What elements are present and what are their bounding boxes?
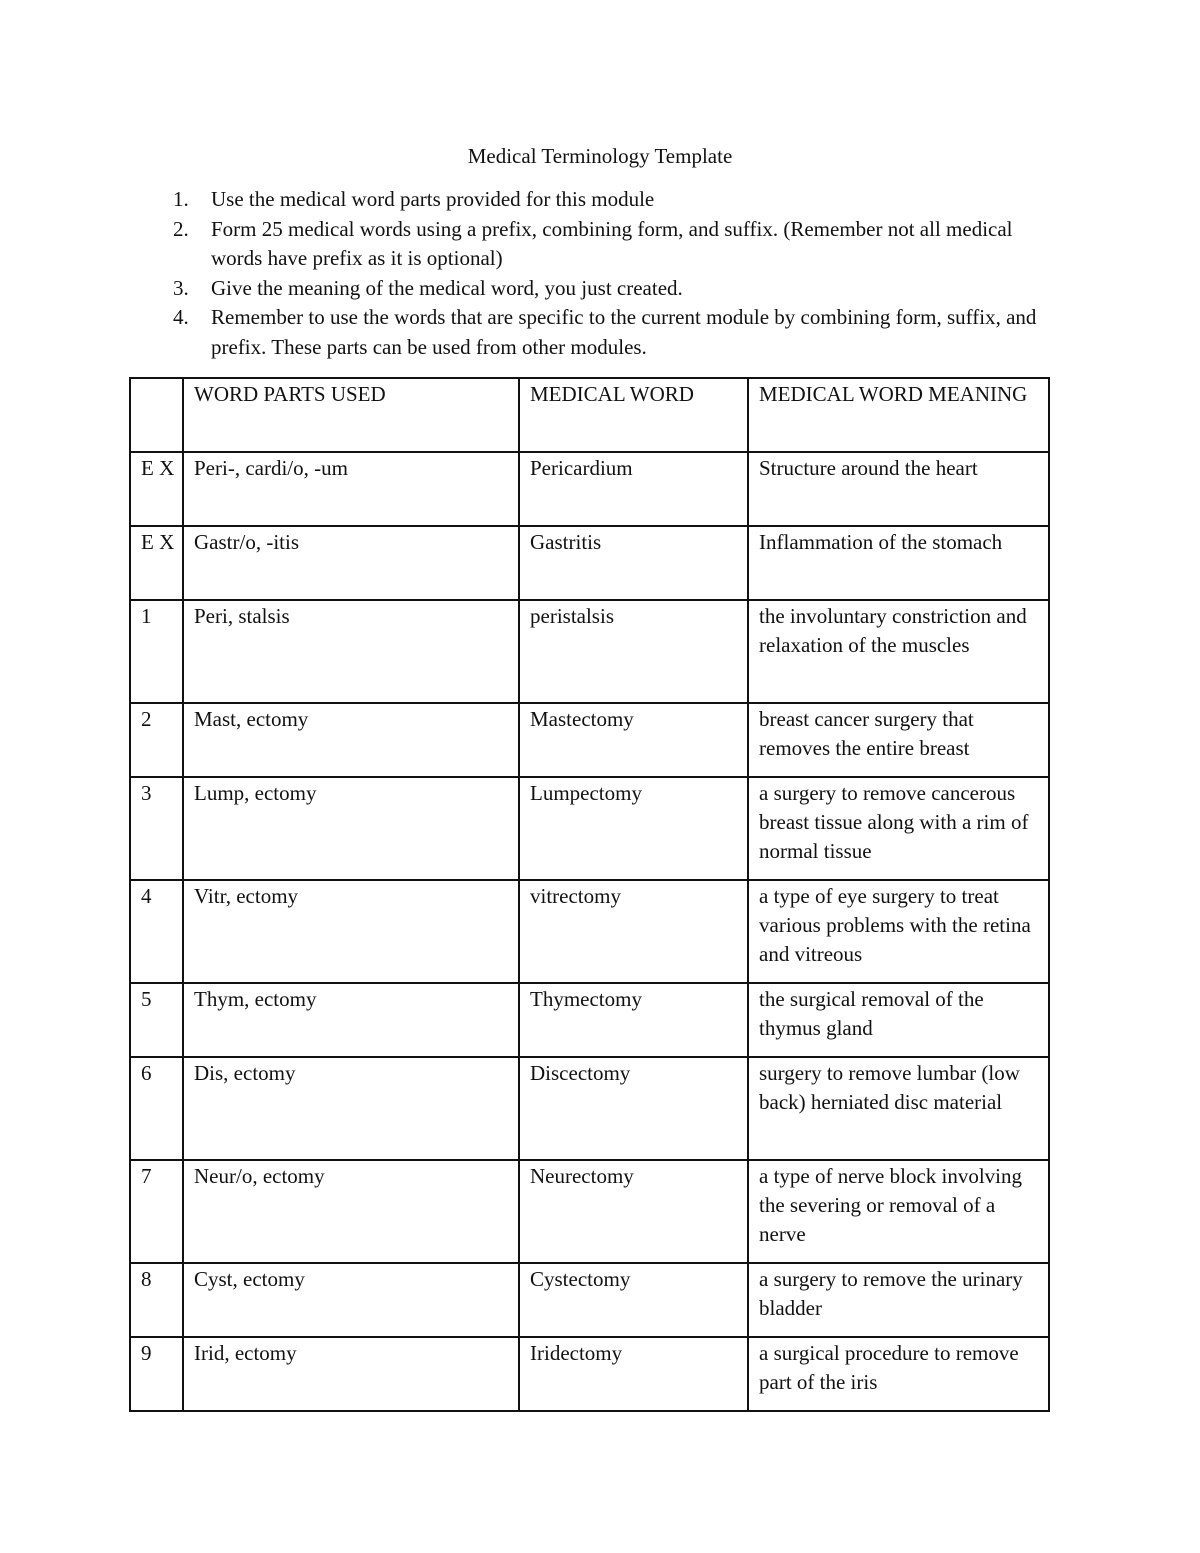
instruction-text: Give the meaning of the medical word, you just created. bbox=[211, 275, 683, 300]
word-parts-cell: Lump, ectomy bbox=[183, 777, 519, 880]
row-index-cell: 6 bbox=[130, 1057, 183, 1160]
row-index-cell: 5 bbox=[130, 983, 183, 1057]
table-row bbox=[130, 526, 1049, 600]
word-parts-cell: Cyst, ectomy bbox=[183, 1263, 519, 1337]
word-parts-cell: Neur/o, ectomy bbox=[183, 1160, 519, 1263]
row-index-cell: 9 bbox=[130, 1337, 183, 1411]
instruction-item bbox=[168, 185, 1048, 215]
word-parts-cell: Irid, ectomy bbox=[183, 1337, 519, 1411]
table-row bbox=[130, 600, 1049, 703]
medical-word-cell: Gastritis bbox=[519, 526, 748, 600]
meaning-cell: the involuntary constriction and relaxation of the muscles bbox=[748, 600, 1049, 703]
instruction-text: Remember to use the words that are specific to the current module by combining form, suffix, and prefix. These parts can be used from other modules. bbox=[211, 305, 1037, 359]
table-row bbox=[130, 1057, 1049, 1160]
medical-word-cell: Lumpectomy bbox=[519, 777, 748, 880]
medical-word-cell: Thymectomy bbox=[519, 983, 748, 1057]
word-parts-cell: Peri, stalsis bbox=[183, 600, 519, 703]
table-header-row bbox=[130, 378, 1049, 452]
word-parts-cell: Mast, ectomy bbox=[183, 703, 519, 777]
instruction-number: 4. bbox=[173, 305, 189, 329]
meaning-cell: a surgery to remove cancerous breast tissue along with a rim of normal tissue bbox=[748, 777, 1049, 880]
table-row bbox=[130, 1263, 1049, 1337]
page-title: Medical Terminology Template bbox=[467, 144, 733, 168]
row-index-cell: 3 bbox=[130, 777, 183, 880]
row-index-cell: 1 bbox=[130, 600, 183, 703]
medical-word-cell: Neurectomy bbox=[519, 1160, 748, 1263]
row-index-cell: 2 bbox=[130, 703, 183, 777]
word-parts-cell: Gastr/o, -itis bbox=[183, 526, 519, 600]
medical-word-cell: Discectomy bbox=[519, 1057, 748, 1160]
medical-word-cell: Pericardium bbox=[519, 452, 748, 526]
medical-word-cell: Mastectomy bbox=[519, 703, 748, 777]
table-row bbox=[130, 1337, 1049, 1411]
meaning-cell: Structure around the heart bbox=[748, 452, 1049, 526]
instruction-number: 1. bbox=[173, 187, 189, 211]
word-parts-cell: Thym, ectomy bbox=[183, 983, 519, 1057]
row-index-cell: E X bbox=[130, 452, 183, 526]
word-parts-cell: Vitr, ectomy bbox=[183, 880, 519, 983]
meaning-cell: Inflammation of the stomach bbox=[748, 526, 1049, 600]
instruction-item bbox=[168, 303, 1048, 362]
medical-word-cell: Cystectomy bbox=[519, 1263, 748, 1337]
meaning-cell: a type of eye surgery to treat various problems with the retina and vitreous bbox=[748, 880, 1049, 983]
medical-word-cell: Iridectomy bbox=[519, 1337, 748, 1411]
table-row bbox=[130, 777, 1049, 880]
row-index-cell: E X bbox=[130, 526, 183, 600]
table-row bbox=[130, 1160, 1049, 1263]
header-cell-meaning: MEDICAL WORD MEANING bbox=[748, 378, 1049, 452]
medical-word-cell: peristalsis bbox=[519, 600, 748, 703]
word-parts-cell: Peri-, cardi/o, -um bbox=[183, 452, 519, 526]
meaning-cell: a surgery to remove the urinary bladder bbox=[748, 1263, 1049, 1337]
row-index-cell: 8 bbox=[130, 1263, 183, 1337]
table-row bbox=[130, 880, 1049, 983]
terminology-table bbox=[129, 377, 1050, 1412]
table-row bbox=[130, 452, 1049, 526]
instruction-item bbox=[168, 274, 1048, 304]
row-index-cell: 4 bbox=[130, 880, 183, 983]
header-cell-index bbox=[130, 378, 183, 452]
word-parts-cell: Dis, ectomy bbox=[183, 1057, 519, 1160]
meaning-cell: breast cancer surgery that removes the entire breast bbox=[748, 703, 1049, 777]
meaning-cell: a surgical procedure to remove part of the iris bbox=[748, 1337, 1049, 1411]
table-row bbox=[130, 983, 1049, 1057]
instruction-number: 3. bbox=[173, 275, 189, 300]
instruction-item bbox=[168, 215, 1048, 274]
meaning-cell: surgery to remove lumbar (low back) herniated disc material bbox=[748, 1057, 1049, 1160]
instruction-number: 2. bbox=[173, 216, 189, 241]
header-cell-medical-word: MEDICAL WORD bbox=[519, 378, 748, 452]
meaning-cell: a type of nerve block involving the severing or removal of a nerve bbox=[748, 1160, 1049, 1263]
instruction-text: Use the medical word parts provided for this module bbox=[211, 187, 655, 211]
instruction-list bbox=[168, 185, 1048, 362]
medical-word-cell: vitrectomy bbox=[519, 880, 748, 983]
instruction-text: Form 25 medical words using a prefix, combining form, and suffix. (Remember not all medical words have prefix as it is optional) bbox=[211, 216, 1013, 270]
header-cell-word-parts: WORD PARTS USED bbox=[183, 378, 519, 452]
row-index-cell: 7 bbox=[130, 1160, 183, 1263]
meaning-cell: the surgical removal of the thymus gland bbox=[748, 983, 1049, 1057]
table-row bbox=[130, 703, 1049, 777]
